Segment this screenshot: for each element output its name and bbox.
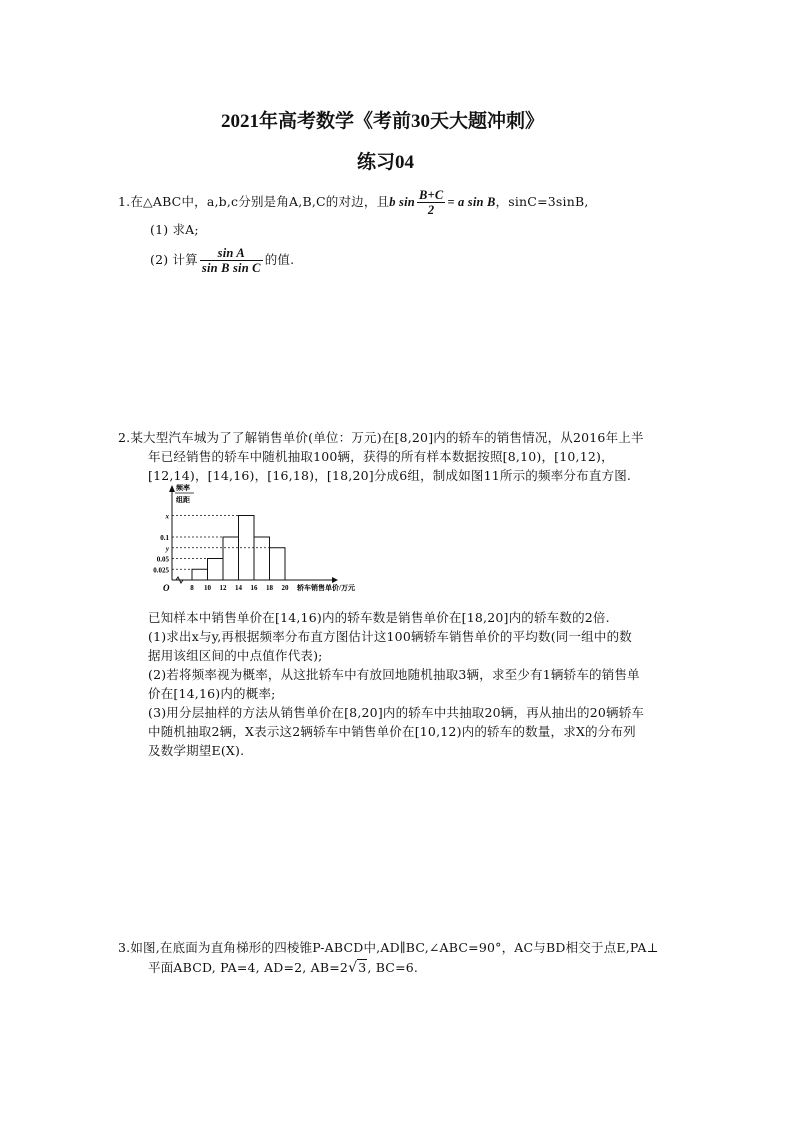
q2-sub-1-line-1: (1)求出x与y,再根据频率分布直方图估计这100辆轿车销售单价的平均数(同一组中的数: [148, 629, 632, 644]
q2-sub-3-line-1: (3)用分层抽样的方法从销售单价在[8,20]内的轿车中共抽取20辆，再从抽出的20辆轿车: [148, 705, 645, 720]
origin-label: O: [163, 583, 170, 593]
q1-equation-left: b sin: [389, 195, 415, 209]
histogram-bar: [270, 548, 286, 580]
x-tick-label: 16: [250, 584, 258, 592]
q2-sub-2-line-2: 价在[14,16)内的概率;: [148, 686, 276, 701]
y-tick-label: 0.05: [156, 555, 169, 564]
y-tick-label: x: [165, 512, 169, 521]
q2-sub-1-line-2: 据用该组区间的中点值作代表);: [148, 648, 323, 663]
q3-sqrt-radicand: 3: [358, 960, 367, 975]
page-subtitle: 练习04: [357, 152, 415, 173]
q3-line-2-start: 平面ABCD, PA=4, AD=2, AB=2: [148, 960, 349, 975]
y-tick-label: 0.1: [160, 534, 169, 542]
histogram-bar: [254, 537, 270, 580]
q2-sub-2-line-1: (2)若将频率视为概率，从这批轿车中有放回地随机抽取3辆，求至少有1辆轿车的销售单: [148, 667, 640, 682]
q1-equation-fraction: [417, 188, 445, 217]
x-tick-label: 10: [204, 584, 211, 592]
histogram-layer: [153, 483, 355, 593]
q3-line-2: [148, 960, 418, 976]
histogram-bar: [223, 537, 239, 580]
x-tick-label: 20: [281, 584, 289, 592]
q1-equation-right: = a sin B: [447, 195, 496, 209]
q1-part-2-denominator: sin B sin C: [201, 261, 261, 275]
q2-sub-3-line-3: 及数学期望E(X).: [148, 743, 245, 758]
question-1-statement: [118, 188, 589, 217]
x-axis-arrow: [332, 577, 338, 583]
q1-intro: 1.在△ABC中，a,b,c分别是角A,B,C的对边，且: [118, 194, 390, 209]
y-axis-arrow: [169, 485, 175, 492]
q1-part-1: (1) 求A;: [150, 222, 199, 237]
y-tick-label: y: [165, 544, 169, 553]
q3-line-1: 3.如图,在底面为直角梯形的四棱锥P-ABCD中,AD∥BC,∠ABC=90°，AC与BD相交于点E,PA⊥: [118, 940, 659, 955]
sqrt-sign: √: [348, 960, 358, 976]
q2-given: 已知样本中销售单价在[14,16)内的轿车数是销售单价在[18,20]内的轿车数的2倍.: [148, 610, 610, 625]
y-tick-label: 0.025: [153, 566, 169, 575]
q2-line-1: 2.某大型汽车城为了了解销售单价(单位：万元)在[8,20]内的轿车的销售情况，从2016年上半: [118, 430, 644, 445]
q2-line-3: [12,14)，[14,16)，[16,18)，[18,20]分成6组，制成如图11所示的频率分布直方图.: [148, 468, 632, 483]
x-tick-label: 18: [266, 584, 273, 592]
x-axis-label: 轿车销售单价/万元: [297, 584, 355, 592]
q1-part-2-label: (2) 计算: [150, 252, 198, 267]
frequency-histogram: [150, 482, 355, 606]
q2-line-2: 年已经销售的轿车中随机抽取100辆，获得的所有样本数据按照[8,10)，[10,12)，: [148, 449, 614, 464]
q1-fraction-numerator: B+C: [418, 188, 444, 202]
q1-part-2-fraction: [200, 246, 263, 275]
page-title: 2021年高考数学《考前30天大题冲刺》: [221, 111, 545, 132]
q1-fraction-denominator: 2: [427, 203, 435, 217]
q2-sub-3-line-2: 中随机抽取2辆，X表示这2辆轿车中销售单价在[10,12)内的轿车的数量，求X的分布列: [148, 724, 636, 739]
q1-part-2-tail: 的值.: [264, 252, 295, 267]
histogram-bar: [192, 569, 208, 580]
x-tick-label: 14: [235, 584, 242, 592]
q1-condition: ，sinC=3sinB,: [495, 194, 589, 209]
x-tick-label: 12: [219, 584, 227, 592]
q3-line-2-end: , BC=6.: [367, 960, 419, 975]
q1-part-2-numerator: sin A: [200, 246, 263, 261]
histogram-bar: [208, 559, 224, 581]
q1-part-2: [150, 246, 294, 275]
x-tick-label: 8: [190, 584, 194, 592]
y-label-bottom: 组距: [176, 496, 190, 504]
y-label-top: 频率: [176, 484, 190, 492]
